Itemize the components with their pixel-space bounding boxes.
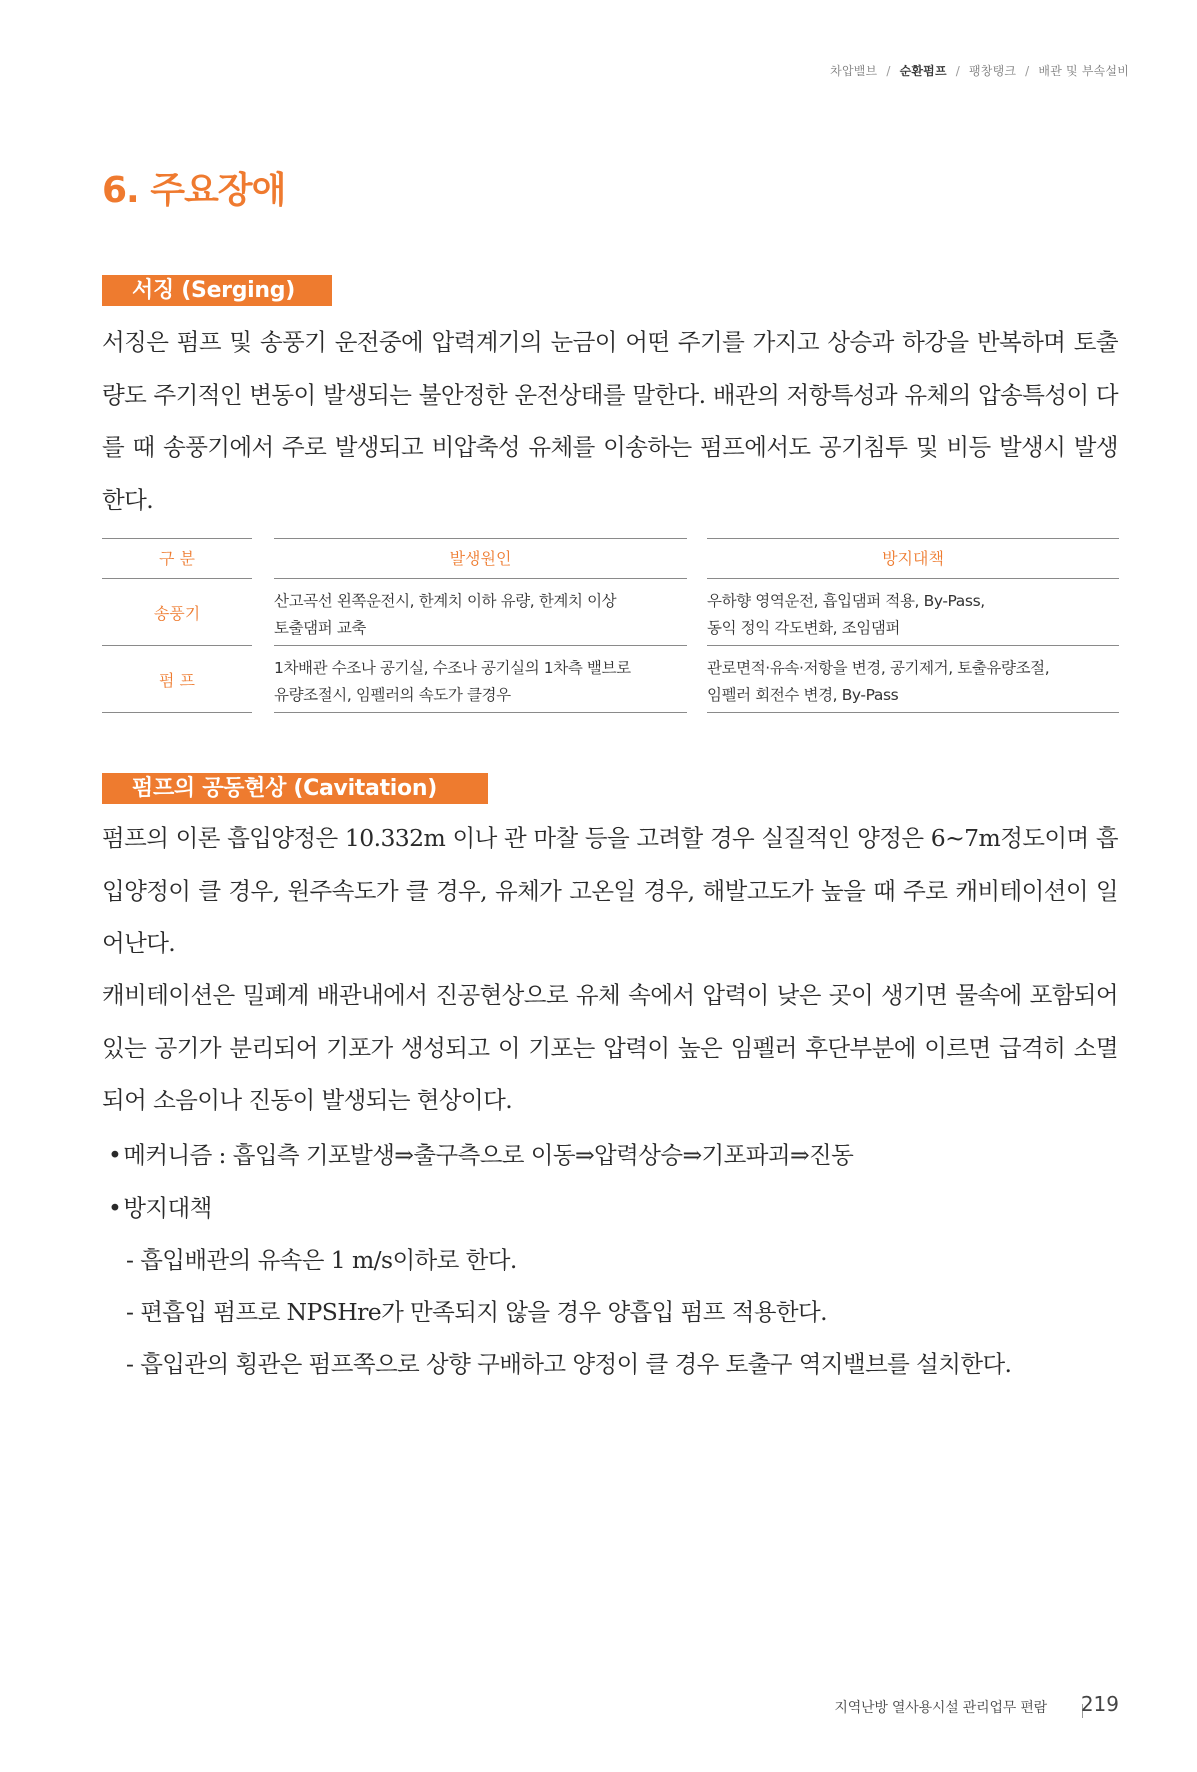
- table-header-cause: 발생원인: [274, 538, 687, 579]
- cavitation-paragraph-1: 펌프의 이론 흡입양정은 10.332m 이나 관 마찰 등을 고려할 경우 실질적인 양정은 6~7m정도이며 흡입양정이 클 경우, 원주속도가 클 경우, 유체가 고온일 경우, 해발고도가 높을 때 주로 캐비테이션이 일어난다.: [102, 824, 1118, 957]
- breadcrumb-separator: /: [955, 64, 960, 78]
- breadcrumb-separator: /: [886, 64, 891, 78]
- table-cell-cause: [274, 579, 687, 646]
- table-column-category: [102, 538, 252, 713]
- breadcrumb-item[interactable]: 배관 및 부속설비: [1038, 64, 1129, 78]
- table-cell-category: 송풍기: [102, 579, 252, 646]
- cavitation-heading: 펌프의 공동현상 (Cavitation): [102, 773, 488, 804]
- breadcrumb: [830, 62, 1129, 79]
- page-number: 219: [1080, 1692, 1119, 1716]
- breadcrumb-separator: /: [1025, 64, 1030, 78]
- prevention-bullet: [108, 1189, 212, 1223]
- table-cell-line: 산고곡선 왼쪽운전시, 한계치 이하 유량, 한계치 이상: [274, 592, 617, 610]
- table-cell-cause: [274, 646, 687, 713]
- table-cell-category: 펌 프: [102, 646, 252, 713]
- table-cell-line: 유량조절시, 임펠러의 속도가 클경우: [274, 686, 511, 704]
- table-cell-line: 우하향 영역운전, 흡입댐퍼 적용, By-Pass,: [707, 592, 985, 610]
- table-cell-line: 관로면적·유속·저항을 변경, 공기제거, 토출유량조절,: [707, 659, 1050, 677]
- cavitation-paragraph-2: 캐비테이션은 밀폐계 배관내에서 진공현상으로 유체 속에서 압력이 낮은 곳이 생기면 물속에 포함되어 있는 공기가 분리되어 기포가 생성되고 이 기포는 압력이 높은 임펠러 후단부분에 이르면 급격히 소멸되어 소음이나 진동이 발생되는 현상이다.: [102, 981, 1118, 1114]
- prevention-title: 방지대책: [123, 1194, 212, 1222]
- mechanism-text: 메커니즘 : 흡입측 기포발생⇒출구측으로 이동⇒압력상승⇒기포파괴⇒진동: [123, 1141, 854, 1169]
- breadcrumb-item[interactable]: 차압밸브: [830, 64, 878, 78]
- bullet-dot: •: [108, 1194, 122, 1222]
- table-header-category: 구 분: [102, 538, 252, 579]
- breadcrumb-item-active[interactable]: 순환펌프: [899, 64, 947, 78]
- table-cell-line: 동익 정익 각도변화, 조임댐퍼: [707, 619, 900, 637]
- table-column-cause: [274, 538, 687, 713]
- table-column-countermeasure: [707, 538, 1119, 713]
- section-title: 6. 주요장애: [102, 170, 286, 211]
- table-cell-countermeasure: [707, 579, 1119, 646]
- table-cell-line: 1차배관 수조나 공기실, 수조나 공기실의 1차측 밸브로: [274, 659, 631, 677]
- table-cell-line: 토출댐퍼 교축: [274, 619, 366, 637]
- serging-heading: 서징 (Serging): [102, 275, 332, 306]
- prevention-item: - 편흡입 펌프로 NPSHre가 만족되지 않을 경우 양흡입 펌프 적용한다.: [126, 1298, 827, 1326]
- serging-paragraph: 서징은 펌프 및 송풍기 운전중에 압력계기의 눈금이 어떤 주기를 가지고 상승과 하강을 반복하며 토출량도 주기적인 변동이 발생되는 불안정한 운전상태를 말한다. 배관의 저항특성과 유체의 압송특성이 다를 때 송풍기에서 주로 발생되고 비압축성 유체를 이송하는 펌프에서도 공기침투 및 비등 발생시 발생한다.: [102, 328, 1118, 514]
- footer-book-title: 지역난방 열사용시설 관리업무 편람: [834, 1700, 1047, 1716]
- prevention-item: - 흡입배관의 유속은 1 m/s이하로 한다.: [126, 1246, 517, 1274]
- breadcrumb-item[interactable]: 팽창탱크: [969, 64, 1017, 78]
- table-cell-countermeasure: [707, 646, 1119, 713]
- bullet-dot: •: [108, 1141, 122, 1169]
- table-header-countermeasure: 방지대책: [707, 538, 1119, 579]
- mechanism-bullet: [108, 1136, 853, 1170]
- prevention-item: - 흡입관의 횡관은 펌프쪽으로 상향 구배하고 양정이 클 경우 토출구 역지밸브를 설치한다.: [126, 1350, 1012, 1378]
- table-cell-line: 임펠러 회전수 변경, By-Pass: [707, 686, 899, 704]
